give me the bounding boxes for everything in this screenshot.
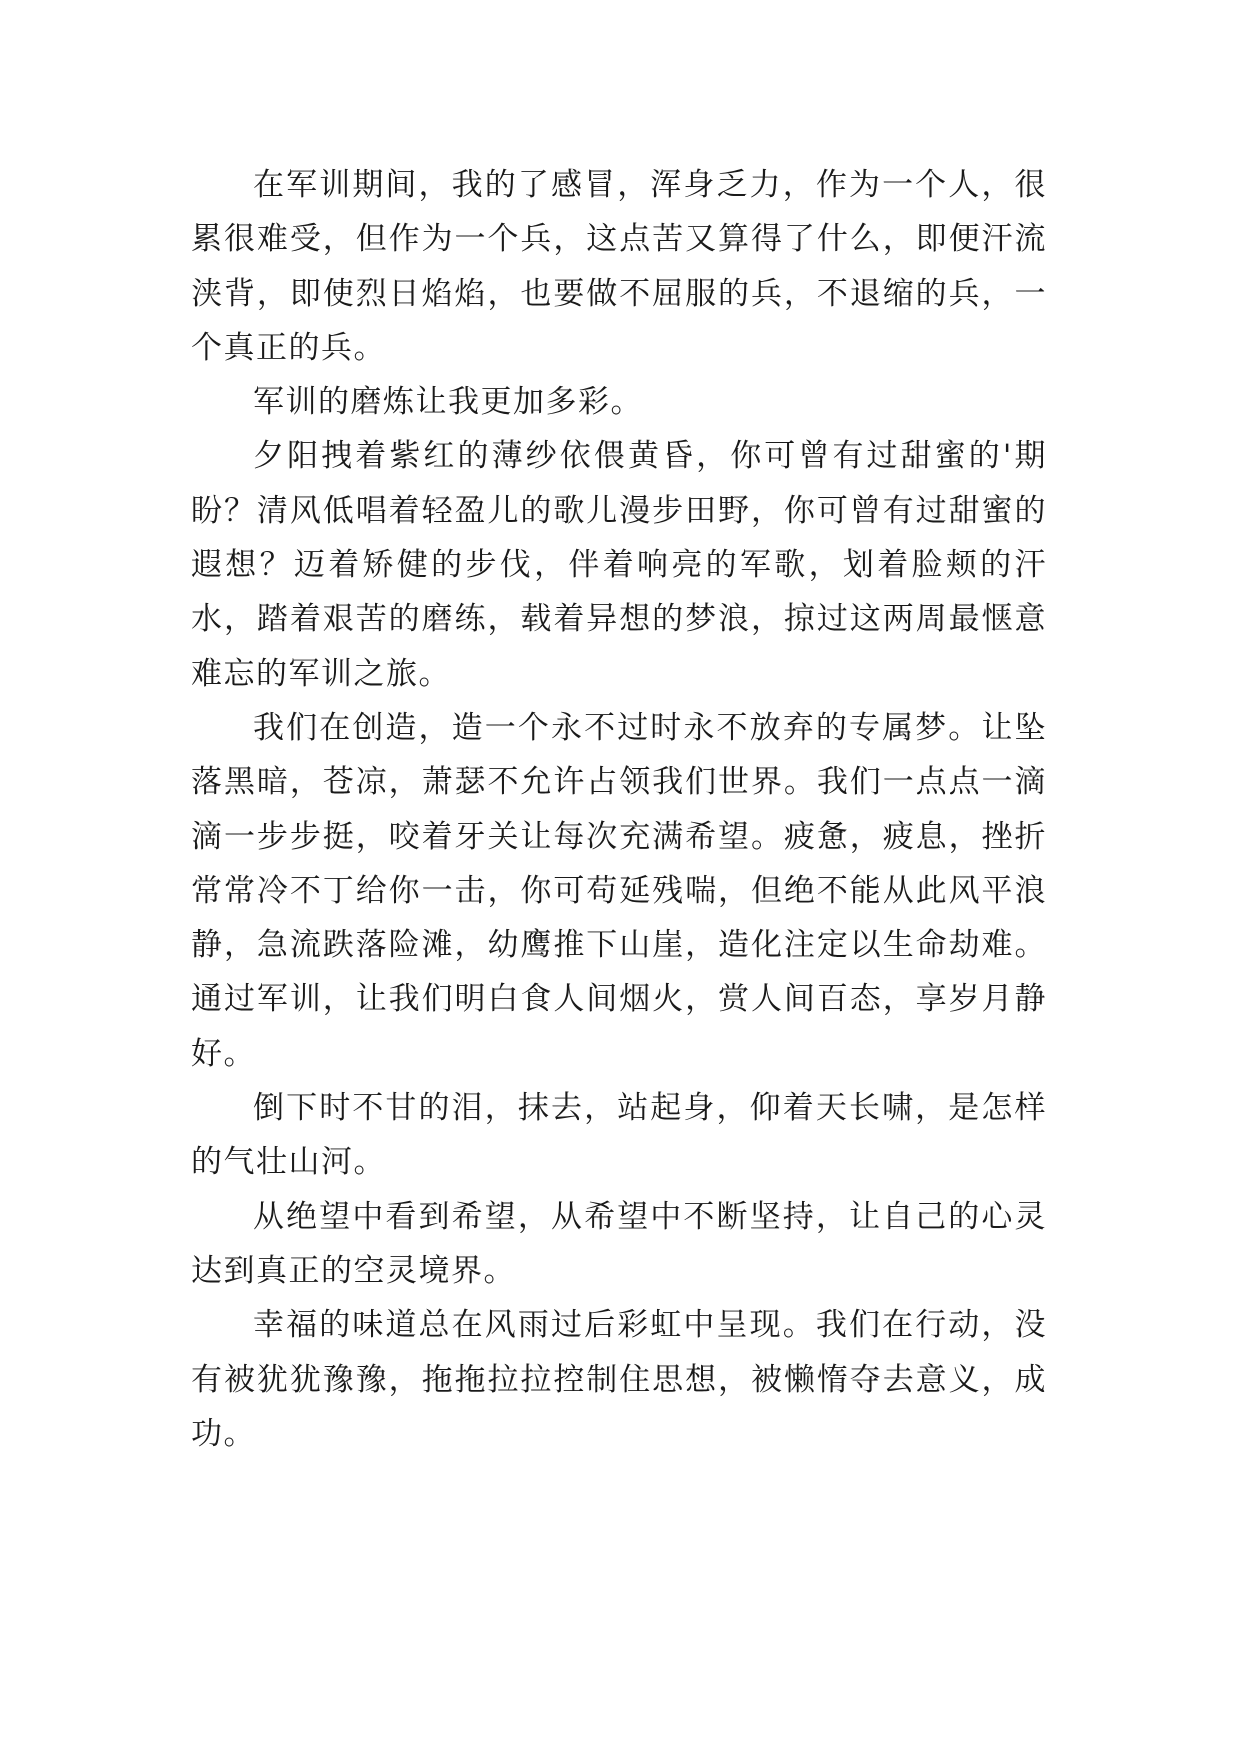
paragraph-2: 军训的磨炼让我更加多彩。 [253,384,643,421]
paragraph-6: 从绝望中看到希望，从希望中不断坚持，让自己的心灵达到真正的空灵境界。 [191,1198,1047,1289]
paragraph-7: 幸福的味道总在风雨过后彩虹中呈现。我们在行动，没有被犹犹豫豫，拖拖拉拉控制住思想，被懒惰夺去意义，成功。 [191,1307,1047,1452]
paragraph-4: 我们在创造，造一个永不过时永不放弃的专属梦。让坠落黑暗，苍凉，萧瑟不允许占领我们世界。我们一点点一滴滴一步步挺，咬着牙关让每次充满希望。疲惫，疲息，挫折常常冷不丁给你一击，你可苟延残喘，但绝不能从此风平浪静，急流跌落险滩，幼鹰推下山崖，造化注定以生命劫难。通过军训，让我们明白食人间烟火，赏人间百态，享岁月静好。 [191,709,1047,1072]
paragraph-1: 在军训期间，我的了感冒，浑身乏力，作为一个人，很累很难受，但作为一个兵，这点苦又算得了什么，即便汗流浃背，即使烈日焰焰，也要做不屈服的兵，不退缩的兵，一个真正的兵。 [191,167,1047,366]
document-body [191,158,1047,1461]
paragraph-3: 夕阳拽着紫红的薄纱依偎黄昏，你可曾有过甜蜜的'期盼？清风低唱着轻盈儿的歌儿漫步田野，你可曾有过甜蜜的遐想？迈着矫健的步伐，伴着响亮的军歌，划着脸颊的汗水，踏着艰苦的磨练，载着异想的梦浪，掠过这两周最惬意难忘的军训之旅。 [191,438,1047,692]
paragraph-5: 倒下时不甘的泪，抹去，站起身，仰着天长啸，是怎样的气壮山河。 [191,1090,1047,1181]
